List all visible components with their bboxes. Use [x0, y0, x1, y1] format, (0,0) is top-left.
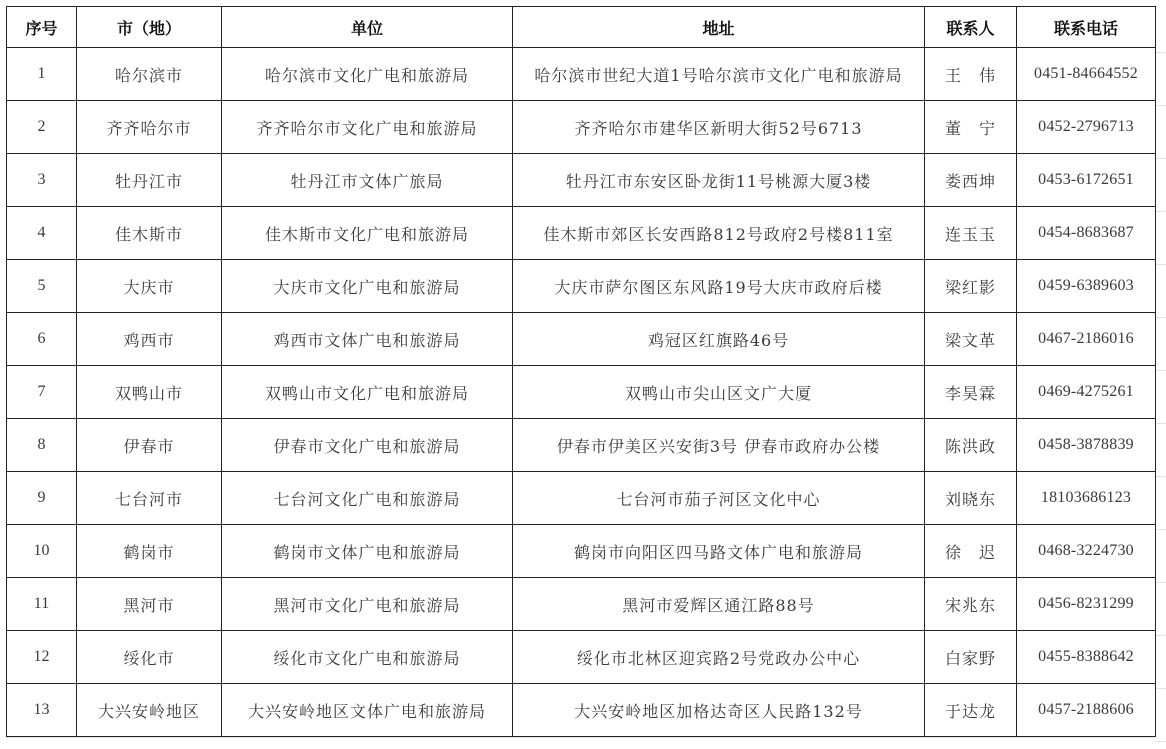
cell-city[interactable]: 牡丹江市 [77, 154, 222, 207]
cell-address[interactable]: 齐齐哈尔市建华区新明大街52号6713 [513, 101, 925, 154]
cell-contact[interactable]: 梁文革 [925, 313, 1017, 366]
cell-address[interactable]: 七台河市茄子河区文化中心 [513, 472, 925, 525]
cell-phone[interactable]: 0468-3224730 [1017, 525, 1156, 578]
header-unit[interactable]: 单位 [222, 7, 513, 48]
cell-city[interactable]: 佳木斯市 [77, 207, 222, 260]
cell-index[interactable]: 12 [7, 631, 77, 684]
cell-address[interactable]: 牡丹江市东安区卧龙街11号桃源大厦3楼 [513, 154, 925, 207]
cell-index[interactable]: 4 [7, 207, 77, 260]
table-row [7, 472, 1156, 525]
cell-phone[interactable]: 0454-8683687 [1017, 207, 1156, 260]
cell-phone[interactable]: 0458-3878839 [1017, 419, 1156, 472]
cell-contact[interactable]: 娄西坤 [925, 154, 1017, 207]
cell-address[interactable]: 黑河市爱辉区通江路88号 [513, 578, 925, 631]
cell-phone[interactable]: 0451-84664552 [1017, 48, 1156, 101]
cell-phone[interactable]: 0452-2796713 [1017, 101, 1156, 154]
cell-phone[interactable]: 0455-8388642 [1017, 631, 1156, 684]
table-row [7, 260, 1156, 313]
cell-index[interactable]: 6 [7, 313, 77, 366]
cell-contact[interactable]: 宋兆东 [925, 578, 1017, 631]
cell-address[interactable]: 绥化市北林区迎宾路2号党政办公中心 [513, 631, 925, 684]
cell-address[interactable]: 双鸭山市尖山区文广大厦 [513, 366, 925, 419]
cell-phone[interactable]: 18103686123 [1017, 472, 1156, 525]
cell-unit[interactable]: 齐齐哈尔市文化广电和旅游局 [222, 101, 513, 154]
header-index[interactable]: 序号 [7, 7, 77, 48]
table-row [7, 101, 1156, 154]
cell-contact[interactable]: 于达龙 [925, 684, 1017, 737]
cell-city[interactable]: 绥化市 [77, 631, 222, 684]
cell-index[interactable]: 10 [7, 525, 77, 578]
cell-unit[interactable]: 鹤岗市文体广电和旅游局 [222, 525, 513, 578]
cell-contact[interactable]: 连玉玉 [925, 207, 1017, 260]
cell-contact[interactable]: 徐 迟 [925, 525, 1017, 578]
gridlines [1155, 0, 1166, 749]
table-row [7, 525, 1156, 578]
cell-contact[interactable]: 白家野 [925, 631, 1017, 684]
next-row-gridline [6, 737, 1155, 749]
cell-index[interactable]: 9 [7, 472, 77, 525]
table-row [7, 684, 1156, 737]
table-body [7, 48, 1156, 737]
table-row [7, 366, 1156, 419]
cell-contact[interactable]: 王 伟 [925, 48, 1017, 101]
cell-address[interactable]: 鸡冠区红旗路46号 [513, 313, 925, 366]
cell-phone[interactable]: 0459-6389603 [1017, 260, 1156, 313]
cell-address[interactable]: 大庆市萨尔图区东风路19号大庆市政府后楼 [513, 260, 925, 313]
cell-address[interactable]: 大兴安岭地区加格达奇区人民路132号 [513, 684, 925, 737]
cell-unit[interactable]: 哈尔滨市文化广电和旅游局 [222, 48, 513, 101]
cell-unit[interactable]: 七台河文化广电和旅游局 [222, 472, 513, 525]
table-row [7, 578, 1156, 631]
cell-unit[interactable]: 鸡西市文体广电和旅游局 [222, 313, 513, 366]
header-city[interactable]: 市（地） [77, 7, 222, 48]
cell-phone[interactable]: 0467-2186016 [1017, 313, 1156, 366]
table-row [7, 313, 1156, 366]
cell-index[interactable]: 11 [7, 578, 77, 631]
cell-phone[interactable]: 0469-4275261 [1017, 366, 1156, 419]
cell-phone[interactable]: 0456-8231299 [1017, 578, 1156, 631]
cell-contact[interactable]: 梁红影 [925, 260, 1017, 313]
cell-index[interactable]: 3 [7, 154, 77, 207]
cell-unit[interactable]: 大兴安岭地区文体广电和旅游局 [222, 684, 513, 737]
table-row [7, 154, 1156, 207]
cell-city[interactable]: 大庆市 [77, 260, 222, 313]
cell-city[interactable]: 齐齐哈尔市 [77, 101, 222, 154]
cell-address[interactable]: 佳木斯市郊区长安西路812号政府2号楼811室 [513, 207, 925, 260]
cell-unit[interactable]: 双鸭山市文化广电和旅游局 [222, 366, 513, 419]
header-address[interactable]: 地址 [513, 7, 925, 48]
table-row [7, 419, 1156, 472]
cell-city[interactable]: 鹤岗市 [77, 525, 222, 578]
header-phone[interactable]: 联系电话 [1017, 7, 1156, 48]
header-row [7, 7, 1156, 48]
cell-unit[interactable]: 伊春市文化广电和旅游局 [222, 419, 513, 472]
cell-unit[interactable]: 佳木斯市文化广电和旅游局 [222, 207, 513, 260]
table-row [7, 207, 1156, 260]
cell-contact[interactable]: 陈洪政 [925, 419, 1017, 472]
cell-contact[interactable]: 李昊霖 [925, 366, 1017, 419]
cell-city[interactable]: 伊春市 [77, 419, 222, 472]
table-row [7, 631, 1156, 684]
cell-phone[interactable]: 0453-6172651 [1017, 154, 1156, 207]
cell-index[interactable]: 7 [7, 366, 77, 419]
cell-city[interactable]: 大兴安岭地区 [77, 684, 222, 737]
cell-index[interactable]: 2 [7, 101, 77, 154]
cell-contact[interactable]: 董 宁 [925, 101, 1017, 154]
cell-city[interactable]: 黑河市 [77, 578, 222, 631]
cell-phone[interactable]: 0457-2188606 [1017, 684, 1156, 737]
table-row [7, 48, 1156, 101]
cell-city[interactable]: 七台河市 [77, 472, 222, 525]
cell-unit[interactable]: 牡丹江市文体广旅局 [222, 154, 513, 207]
cell-city[interactable]: 哈尔滨市 [77, 48, 222, 101]
cell-city[interactable]: 双鸭山市 [77, 366, 222, 419]
cell-unit[interactable]: 大庆市文化广电和旅游局 [222, 260, 513, 313]
cell-address[interactable]: 鹤岗市向阳区四马路文体广电和旅游局 [513, 525, 925, 578]
cell-unit[interactable]: 绥化市文化广电和旅游局 [222, 631, 513, 684]
cell-contact[interactable]: 刘晓东 [925, 472, 1017, 525]
cell-index[interactable]: 8 [7, 419, 77, 472]
cell-index[interactable]: 1 [7, 48, 77, 101]
contacts-table [6, 6, 1156, 737]
header-contact[interactable]: 联系人 [925, 7, 1017, 48]
cell-index[interactable]: 5 [7, 260, 77, 313]
cell-address[interactable]: 伊春市伊美区兴安街3号 伊春市政府办公楼 [513, 419, 925, 472]
cell-city[interactable]: 鸡西市 [77, 313, 222, 366]
cell-unit[interactable]: 黑河市文化广电和旅游局 [222, 578, 513, 631]
cell-index[interactable]: 13 [7, 684, 77, 737]
cell-address[interactable]: 哈尔滨市世纪大道1号哈尔滨市文化广电和旅游局 [513, 48, 925, 101]
